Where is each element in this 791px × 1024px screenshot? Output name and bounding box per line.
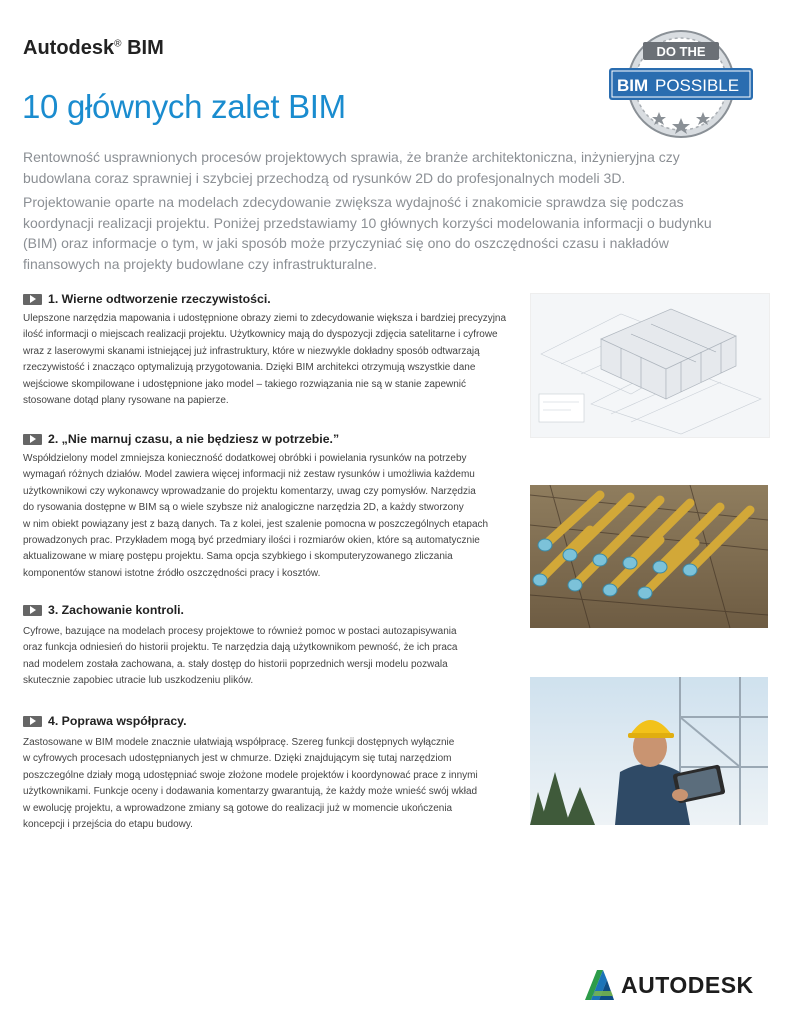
arrow-bullet-icon xyxy=(23,434,42,445)
section-3-body: Cyfrowe, bazujące na modelach procesy projektowe to również pomoc w postaci autozapisywania oraz funkcja odniesień do historii projektu. Te narzędzia dają użytkownikom pewność, że ich praca nad modelem została zachowana, a. stały dostęp do historii poprzednich wersji modelu pozwala skutecznie zapobiec utracie lub uszkodzeniu plików. xyxy=(23,626,458,687)
rebar-pipes-image xyxy=(530,485,768,628)
bim-possible-badge xyxy=(607,28,755,140)
badge-possible-text: POSSIBLE xyxy=(655,76,740,95)
section-3-title: 3. Zachowanie kontroli. xyxy=(48,603,184,617)
worker-tablet-image xyxy=(530,677,768,825)
intro-paragraph-1: Rentowność usprawnionych procesów projektowych sprawia, że branże architektoniczna, inżynieryjna czy budowlana coraz sprawniej i szybciej przechodzą od rysunków 2D do profesjonalnych modeli 3D. xyxy=(23,149,680,186)
autodesk-wordmark: AUTODESK xyxy=(621,971,754,998)
brand-suffix: BIM xyxy=(127,37,164,59)
section-4-title: 4. Poprawa współpracy. xyxy=(48,714,187,728)
section-1-heading xyxy=(23,291,271,307)
section-2-heading xyxy=(23,431,339,447)
registered-mark: ® xyxy=(114,38,122,50)
section-2-title: 2. „Nie marnuj czasu, a nie będziesz w potrzebie.” xyxy=(48,432,340,446)
arrow-bullet-icon xyxy=(23,605,42,616)
section-3-heading xyxy=(23,602,184,618)
page-title: 10 głównych zalet BIM xyxy=(22,88,346,125)
section-2-body: Współdzielony model zmniejsza konieczność dodatkowej obróbki i powielania rysunków na potrzeby wymagań różnych działów. Model zawiera więcej informacji niż zestaw rysunków i umożliwia każdemu użytkownikowi czy wykonawcy wprowadzanie do projektu komentarzy, uwag czy pomysłów. Narzędzia do rysowania dostępne w BIM są o wiele szybsze niż analogiczne narzędzia 2D, a każdy stworzony w nim obiekt powiązany jest z bazą danych. Ta z kolei, jest szalenie pomocna w poszczególnych etapach prowadzonych prac. Przykładem mogą być przedmiary ilości i rozmiarów okien, które są automatycznie aktualizowane w miarę postępu projektu. Sama opcja szybkiego i skomputeryzowanego zliczania komponentów stanowi istotne źródło oszczędności pracy i kosztów. xyxy=(23,453,489,579)
section-4-heading xyxy=(23,713,187,729)
section-1-body: Ulepszone narzędzia mapowania i udostępnione obrazy ziemi to zdecydowanie większa i bardziej precyzyjna ilość informacji o miejscach realizacji projektu. Użytkownicy mają do dyspozycji zdjęcia satelitarne i cyfrowe wraz z laserowymi skanami istniejącej już infrastruktury, które w niezwykle dokładny sposób odtwarzają rzeczywistość i znacząco optymalizują przygotowania. Dzięki BIM architekci otrzymują wszystkie dane wejściowe skompilowane i udostępnione jako model – takiego rozwiązania nie są w stanie zapewnić stosowane dotąd plany rysowane na papierze. xyxy=(23,313,507,407)
badge-bim-text: BIM xyxy=(617,76,649,95)
brand-name: Autodesk xyxy=(23,37,115,59)
arrow-bullet-icon xyxy=(23,294,42,305)
brand-title xyxy=(23,37,164,60)
badge-top-text: DO THE xyxy=(656,44,706,59)
autodesk-logo-icon xyxy=(583,969,615,1001)
autodesk-footer-logo xyxy=(583,969,754,1001)
section-4-body: Zastosowane w BIM modele znacznie ułatwiają współpracę. Szereg funkcji dostępnych wyłącznie w cyfrowych procesach udostępnianych jest w chmurze. Dzięki znajdującym się tutaj narzędziom poszczególne działy mogą udostępniać swoje złożone modele projektów i koordynować prace z innymi użytkownikami. Funkcje oceny i dodawania komentarzy gwarantują, że każdy może wnieść swój wkład w ewolucję projektu, a wprowadzone zmiany są gotowe do realizacji już w momencie ukończenia koncepcji i przejścia do etapu budowy. xyxy=(23,737,478,831)
building-model-image xyxy=(530,293,770,438)
intro-paragraph-2: Projektowanie oparte na modelach zdecydowanie zwiększa wydajność i znakomicie sprawdza się podczas koordynacji realizacji projektu. Poniżej przedstawiamy 10 głównych korzyści modelowania informacji o budynku (BIM) oraz informacje o tym, w jaki sposób może przyczyniać się ono do oszczędności czasu i nakładów finansowych na projekty budowlane czy infrastrukturalne. xyxy=(23,194,712,272)
section-1-title: 1. Wierne odtworzenie rzeczywistości. xyxy=(48,292,271,306)
arrow-bullet-icon xyxy=(23,716,42,727)
